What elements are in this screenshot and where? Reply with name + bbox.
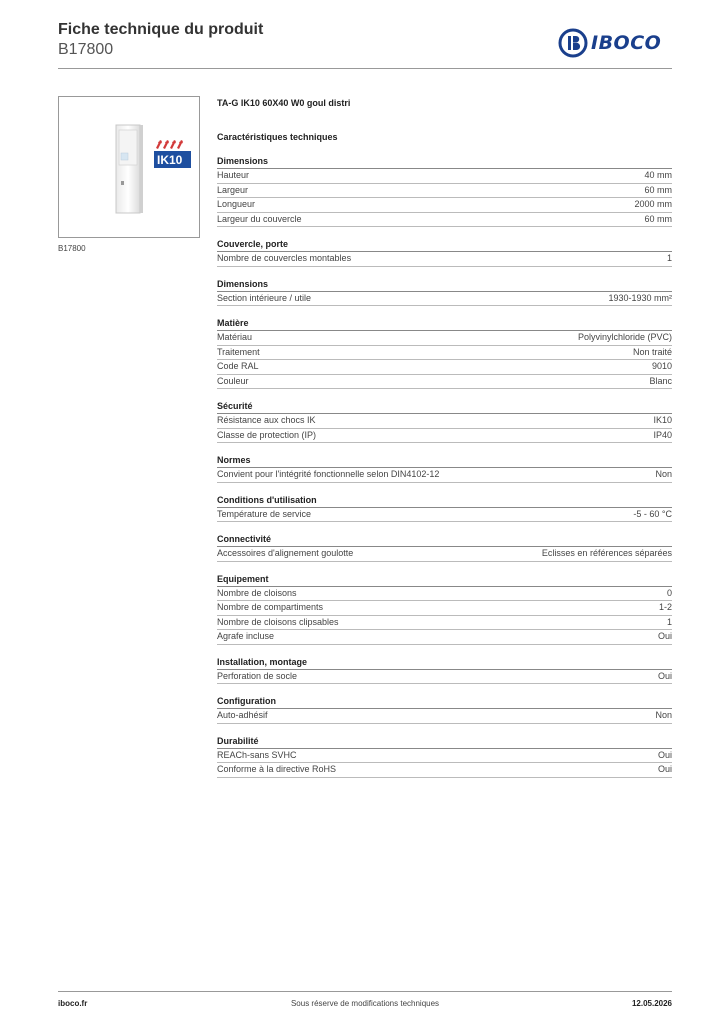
spec-row — [217, 360, 672, 375]
spec-row — [217, 630, 672, 645]
spec-section — [217, 400, 672, 443]
spec-section — [217, 155, 672, 227]
spec-row — [217, 184, 672, 199]
spec-section — [217, 735, 672, 778]
spec-label: Accessoires d'alignement goulotte — [217, 548, 354, 558]
spec-row — [217, 763, 672, 778]
spec-row — [217, 375, 672, 390]
spec-label: Nombre de cloisons clipsables — [217, 616, 339, 627]
section-title: Connectivité — [217, 533, 672, 547]
spec-value: Oui — [657, 631, 672, 641]
spec-value: Polyvinylchloride (PVC) — [577, 332, 672, 342]
spec-row — [217, 587, 672, 602]
spec-value: 9010 — [651, 361, 672, 371]
spec-row — [217, 601, 672, 616]
spec-label: Classe de protection (IP) — [217, 429, 317, 440]
section-title: Dimensions — [217, 155, 672, 169]
spec-label: Largeur — [217, 184, 249, 195]
footer-website[interactable]: iboco.fr — [58, 999, 88, 1008]
spec-row — [217, 169, 672, 184]
section-title: Couvercle, porte — [217, 238, 672, 252]
spec-value: 1 — [666, 616, 672, 627]
spec-label: Hauteur — [217, 170, 250, 180]
spec-row — [217, 429, 672, 444]
spec-row — [217, 331, 672, 346]
page-title: Fiche technique du produit — [58, 21, 264, 38]
spec-value: 0 — [666, 587, 672, 598]
spec-label: Conforme à la directive RoHS — [217, 764, 337, 774]
spec-label: Code RAL — [217, 361, 259, 371]
iboco-logo-icon — [558, 28, 588, 58]
spec-label: Traitement — [217, 346, 260, 357]
spec-value: 60 mm — [644, 184, 672, 195]
page-footer — [58, 999, 672, 1011]
spec-row — [217, 292, 672, 307]
spec-label: Température de service — [217, 508, 312, 519]
footer-divider — [58, 991, 672, 992]
spec-label: Résistance aux chocs IK — [217, 415, 316, 425]
spec-content — [217, 96, 672, 778]
spec-label: Convient pour l'intégrité fonctionnelle selon DIN4102-12 — [217, 469, 440, 479]
logo-text: IBOCO — [591, 32, 662, 54]
spec-value: Eclisses en références séparées — [541, 548, 672, 558]
section-title: Durabilité — [217, 735, 672, 749]
spec-section — [217, 454, 672, 483]
spec-value: 60 mm — [644, 213, 672, 224]
spec-value: 1-2 — [658, 602, 672, 612]
spec-label: Nombre de cloisons — [217, 587, 297, 598]
product-name: TA-G IK10 60X40 W0 goul distri — [217, 98, 351, 108]
spec-label: Auto-adhésif — [217, 710, 268, 720]
section-title: Matière — [217, 317, 672, 331]
spec-label: REACh-sans SVHC — [217, 749, 297, 760]
product-illustration — [59, 97, 199, 237]
spec-value: 2000 mm — [634, 199, 672, 209]
section-title: Conditions d'utilisation — [217, 494, 672, 508]
spec-value: Oui — [657, 749, 672, 760]
spec-label: Nombre de compartiments — [217, 602, 324, 612]
tech-heading: Caractéristiques techniques — [217, 132, 338, 142]
spec-value: IK10 — [653, 415, 672, 425]
spec-section — [217, 278, 672, 307]
spec-value: IP40 — [653, 429, 672, 440]
spec-row — [217, 709, 672, 724]
spec-label: Matériau — [217, 332, 253, 342]
ik10-badge-label: IK10 — [157, 153, 183, 167]
spec-label: Largeur du couvercle — [217, 213, 302, 224]
spec-row — [217, 414, 672, 429]
footer-disclaimer: Sous réserve de modifications techniques — [290, 999, 440, 1008]
spec-row — [217, 252, 672, 267]
spec-section — [217, 533, 672, 562]
spec-value: Blanc — [649, 375, 672, 386]
spec-section — [217, 238, 672, 267]
spec-row — [217, 213, 672, 228]
section-title: Sécurité — [217, 400, 672, 414]
spec-row — [217, 749, 672, 764]
header-divider — [58, 68, 672, 69]
section-title: Dimensions — [217, 278, 672, 292]
spec-value: Non — [655, 469, 672, 479]
spec-row — [217, 468, 672, 483]
ik10-hammer-icons — [156, 140, 183, 149]
spec-label: Agrafe incluse — [217, 631, 275, 641]
section-title: Normes — [217, 454, 672, 468]
spec-value: Oui — [657, 764, 672, 774]
spec-label: Section intérieure / utile — [217, 292, 312, 303]
spec-row — [217, 547, 672, 562]
spec-value: Non traité — [632, 346, 672, 357]
spec-section — [217, 317, 672, 389]
spec-value: 1930-1930 mm² — [608, 292, 672, 303]
spec-section — [217, 695, 672, 724]
spec-row — [217, 346, 672, 361]
spec-row — [217, 670, 672, 685]
page-header — [58, 20, 263, 60]
spec-value: 40 mm — [644, 170, 672, 180]
spec-label: Longueur — [217, 199, 256, 209]
spec-value: Non — [655, 710, 672, 720]
image-caption: B17800 — [58, 244, 86, 253]
spec-label: Nombre de couvercles montables — [217, 253, 352, 263]
footer-date: 12.05.2026 — [631, 999, 672, 1008]
product-code: B17800 — [58, 41, 114, 58]
spec-value: 1 — [666, 253, 672, 263]
product-image — [58, 96, 200, 238]
iboco-logo[interactable] — [558, 28, 661, 58]
spec-row — [217, 616, 672, 631]
spec-value: Oui — [657, 670, 672, 681]
spec-section — [217, 494, 672, 523]
section-title: Equipement — [217, 573, 672, 587]
spec-label: Couleur — [217, 375, 249, 386]
spec-section — [217, 656, 672, 685]
spec-row — [217, 198, 672, 213]
spec-sections — [217, 155, 672, 778]
spec-row — [217, 508, 672, 523]
spec-value: -5 - 60 °C — [633, 508, 672, 519]
spec-section — [217, 573, 672, 645]
section-title: Installation, montage — [217, 656, 672, 670]
spec-label: Perforation de socle — [217, 670, 298, 681]
section-title: Configuration — [217, 695, 672, 709]
